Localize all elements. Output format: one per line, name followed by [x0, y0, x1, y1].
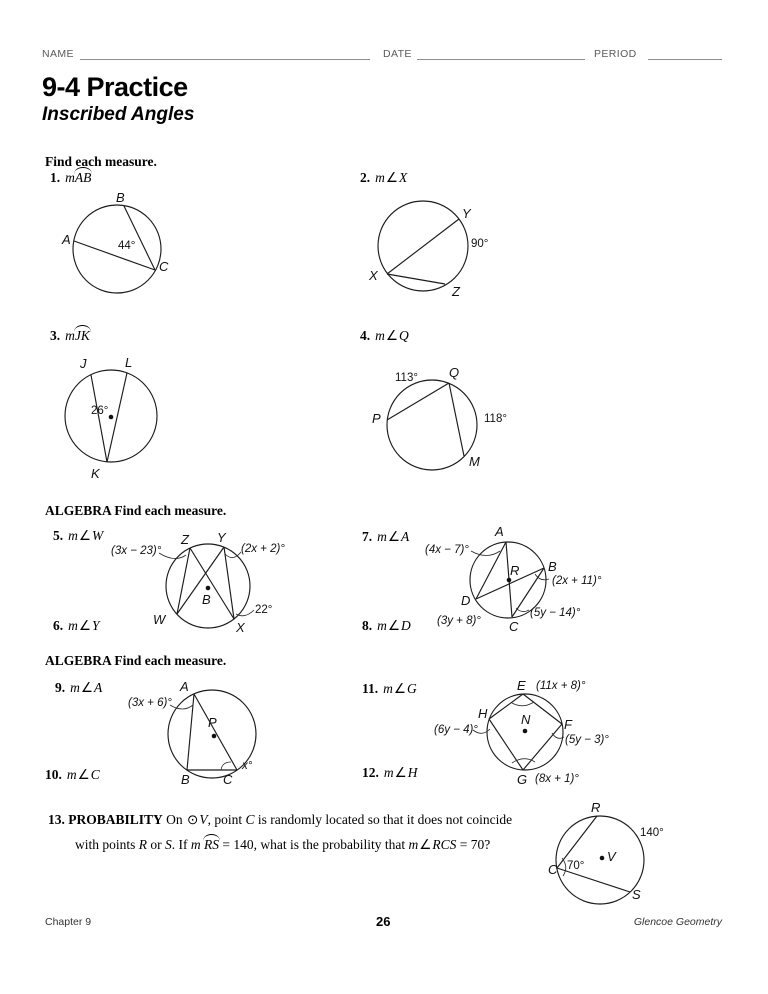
chord-XY	[387, 219, 459, 274]
angle-target: W	[91, 528, 104, 543]
point-C: C	[159, 259, 169, 274]
period-blank-line	[648, 46, 722, 60]
problem-13-line-1	[48, 812, 512, 828]
diagram-problems-9-10	[120, 678, 300, 792]
point-J: J	[80, 356, 87, 371]
problem-7-number: 7.	[362, 529, 373, 544]
point-Q: Q	[449, 365, 460, 380]
point-P-center: P	[208, 715, 217, 730]
problem-13-number: 13.	[48, 812, 65, 827]
text-segment: . If	[171, 837, 191, 852]
diagram-problems-5-6	[95, 525, 310, 643]
point-S: S	[632, 887, 641, 902]
problem-10-label	[45, 767, 100, 783]
center-dot	[507, 578, 512, 583]
point-R-center: R	[510, 563, 520, 578]
angle-expr-x: x°	[242, 760, 253, 772]
angle-mark-E	[512, 702, 534, 706]
problem-7-label	[362, 529, 409, 545]
angle-value: 44°	[118, 240, 136, 252]
angle-expr-top: (11x + 8)°	[536, 680, 586, 692]
point-K: K	[91, 466, 100, 481]
angle-mark-A	[471, 551, 500, 556]
arc-RS: RS	[204, 837, 220, 852]
angle-symbol: ∠	[78, 618, 91, 633]
point-S-ref: S	[165, 837, 172, 852]
measure-symbol: m	[375, 328, 385, 343]
problem-3-number: 3.	[50, 328, 61, 343]
point-B: B	[116, 190, 125, 205]
circle-dot-symbol: ⊙	[187, 812, 199, 827]
point-C: C	[509, 619, 519, 634]
point-R-ref: R	[138, 837, 148, 852]
angle-symbol: ∠	[419, 837, 432, 852]
footer-page-number: 26	[376, 914, 391, 929]
angle-symbol: ∠	[393, 681, 406, 696]
date-label: DATE	[383, 48, 412, 60]
angle-expr-right: (2x + 2)°	[241, 543, 285, 555]
angle-mark-C	[221, 762, 231, 770]
circle-figure	[60, 355, 190, 485]
measure-symbol: m	[383, 681, 393, 696]
measure-symbol: m	[408, 837, 419, 852]
text-segment: = 70?	[456, 837, 491, 852]
side-EH	[489, 694, 523, 719]
text-segment: On	[162, 812, 187, 827]
point-A: A	[62, 232, 71, 247]
angle-target: D	[400, 618, 411, 633]
section-2-heading: ALGEBRA Find each measure.	[45, 503, 227, 518]
measure-symbol: m	[383, 765, 394, 780]
measure-symbol: m	[68, 528, 78, 543]
point-C: C	[548, 862, 558, 877]
name-blank-line	[80, 46, 370, 60]
point-E: E	[517, 678, 526, 693]
circle-figure	[365, 190, 500, 312]
point-V-ref: V	[199, 812, 208, 827]
text-segment: = 140, what is the probability that	[219, 837, 409, 852]
section-1-heading: Find each measure.	[45, 154, 157, 169]
angle-target: Y	[91, 618, 100, 633]
point-Z: Z	[452, 284, 460, 299]
problem-10-number: 10.	[45, 767, 62, 782]
chord-ZX	[190, 548, 234, 619]
angle-mark-X	[236, 610, 254, 616]
angle-symbol: ∠	[77, 767, 90, 782]
chord-JK	[91, 375, 107, 462]
angle-symbol: ∠	[387, 618, 400, 633]
angle-symbol: ∠	[394, 765, 407, 780]
angle-target: H	[407, 765, 418, 780]
angle-value-bottom: 22°	[255, 604, 273, 616]
text-segment: , point	[207, 812, 246, 827]
angle-target: G	[407, 681, 417, 696]
arc-value: 140°	[640, 827, 664, 839]
measure-symbol: m	[375, 170, 385, 185]
side-GF	[523, 724, 562, 770]
angle-value: 26°	[91, 405, 109, 417]
point-B-center: B	[202, 592, 211, 607]
chord-AD	[476, 542, 506, 599]
angle-target: Q	[398, 328, 409, 343]
measure-symbol: m	[65, 170, 75, 185]
point-Y: Y	[462, 206, 471, 221]
angle-expr-bottom-right: (5y − 14)°	[530, 607, 581, 619]
angle-expr-left: (6y − 4)°	[434, 724, 478, 736]
diagram-problem-3	[60, 355, 190, 485]
problem-9-number: 9.	[55, 680, 66, 695]
problem-9-label	[55, 680, 102, 696]
angle-symbol: ∠	[78, 528, 91, 543]
point-Y: Y	[217, 530, 226, 545]
problem-1-number: 1.	[50, 170, 61, 185]
problem-6-number: 6.	[53, 618, 64, 633]
angle-target: C	[90, 767, 100, 782]
problem-8-number: 8.	[362, 618, 373, 633]
problem-3-label	[50, 328, 90, 344]
problem-11-label	[362, 681, 417, 697]
point-X: X	[369, 268, 378, 283]
angle-expr-right: (5y − 3)°	[565, 734, 609, 746]
point-P: P	[372, 411, 381, 426]
circle	[73, 205, 161, 293]
center-dot	[212, 734, 217, 739]
angle-value: 70°	[567, 860, 585, 872]
point-C-ref: C	[245, 812, 255, 827]
section-3-heading: ALGEBRA Find each measure.	[45, 653, 227, 668]
measure-symbol: m	[68, 618, 78, 633]
diagram-problems-11-12	[432, 675, 617, 789]
point-B: B	[548, 559, 557, 574]
point-V-center: V	[607, 849, 616, 864]
problem-13-keyword: PROBABILITY	[68, 812, 163, 827]
chord-AC	[194, 694, 237, 770]
measure-symbol: m	[70, 680, 80, 695]
angle-expr-left: (3x + 6)°	[128, 697, 172, 709]
footer-publisher: Glencoe Geometry	[633, 916, 722, 928]
arc-target: JK	[74, 328, 90, 343]
angle-expr-bottom: (8x + 1)°	[535, 773, 579, 785]
angle-target: A	[93, 680, 103, 695]
date-blank-line	[417, 46, 585, 60]
problem-11-number: 11.	[362, 681, 379, 696]
measure-symbol: m	[65, 328, 75, 343]
problem-4-number: 4.	[360, 328, 371, 343]
angle-expr-right: (2x + 11)°	[552, 575, 602, 587]
page-title: 9-4 Practice	[42, 72, 188, 102]
problem-5-number: 5.	[53, 528, 64, 543]
point-Z: Z	[181, 532, 189, 547]
problem-2-number: 2.	[360, 170, 371, 185]
chord-PQ	[387, 383, 449, 420]
problem-2-label	[360, 170, 407, 186]
diagram-problem-4	[370, 358, 515, 480]
problem-8-label	[362, 618, 411, 634]
angle-expr-left: (3x − 23)°	[111, 545, 162, 557]
name-label: NAME	[42, 48, 74, 60]
point-A: A	[180, 679, 189, 694]
diagram-problem-1	[60, 190, 190, 312]
point-B: B	[181, 772, 190, 787]
center-dot	[109, 415, 114, 420]
diagram-problems-7-8	[425, 520, 620, 638]
problem-6-label	[53, 618, 100, 634]
problem-1-label	[50, 170, 91, 186]
point-M: M	[469, 454, 480, 469]
center-dot	[206, 586, 211, 591]
angle-expr-top-left: (4x − 7)°	[425, 544, 469, 556]
point-A: A	[495, 524, 504, 539]
point-N-center: N	[521, 712, 531, 727]
side-HG	[489, 719, 523, 770]
footer-chapter: Chapter 9	[45, 916, 92, 928]
text-segment: with points	[75, 837, 139, 852]
center-dot	[523, 729, 528, 734]
arc-value-right: 118°	[484, 413, 507, 425]
measure-symbol: m	[66, 767, 77, 782]
page-subtitle: Inscribed Angles	[42, 104, 195, 125]
point-G: G	[517, 772, 528, 787]
point-W: W	[153, 612, 166, 627]
angle-mark-Z	[159, 553, 186, 559]
period-label: PERIOD	[594, 48, 637, 60]
arc-target: AB	[74, 170, 92, 185]
point-C: C	[223, 772, 233, 787]
angle-RCS-ref: RCS	[432, 837, 457, 852]
text-segment: is randomly located so that it does not coincide	[254, 812, 513, 827]
angle-symbol: ∠	[80, 680, 93, 695]
measure-symbol: m	[377, 529, 387, 544]
diagram-problem-13	[548, 800, 718, 914]
angle-symbol: ∠	[385, 170, 398, 185]
angle-symbol: ∠	[387, 529, 400, 544]
measure-symbol: m	[377, 618, 387, 633]
measure-symbol: m	[190, 837, 201, 852]
chord-QM	[449, 383, 464, 456]
arc-value: 90°	[471, 238, 489, 250]
point-R: R	[591, 800, 601, 815]
angle-target: A	[400, 529, 410, 544]
angle-mark-A	[170, 705, 193, 709]
arc-value-top: 113°	[395, 372, 418, 384]
chord-XZ	[387, 274, 445, 284]
point-D: D	[461, 593, 471, 608]
problem-13-line-2	[75, 837, 490, 853]
point-F: F	[564, 717, 572, 732]
angle-target: X	[398, 170, 408, 185]
diagram-problem-2	[365, 190, 500, 312]
point-X: X	[236, 620, 245, 635]
problem-12-label	[362, 765, 417, 781]
point-L: L	[125, 355, 133, 370]
angle-expr-bottom-left: (3y + 8)°	[437, 615, 481, 627]
angle-symbol: ∠	[385, 328, 398, 343]
circle-figure	[120, 678, 300, 792]
problem-4-label	[360, 328, 409, 344]
center-dot	[600, 856, 605, 861]
point-H: H	[478, 706, 488, 721]
problem-12-number: 12.	[362, 765, 379, 780]
text-segment: or	[147, 837, 166, 852]
